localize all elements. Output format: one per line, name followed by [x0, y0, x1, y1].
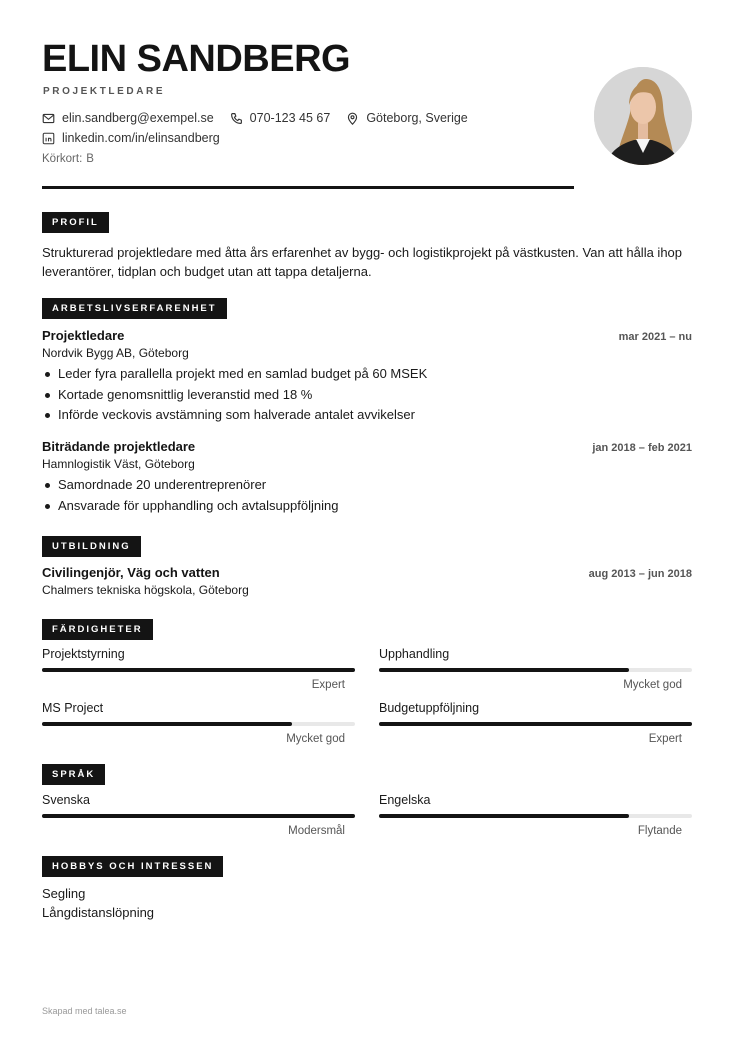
license-value: B	[86, 153, 94, 165]
contact-phone[interactable]	[230, 110, 331, 126]
skill-meter	[42, 647, 355, 692]
language-level-track	[379, 814, 692, 818]
location-text: Göteborg, Sverige	[366, 111, 468, 125]
mail-icon	[42, 112, 55, 125]
education-1-date: aug 2013 – jun 2018	[588, 568, 692, 580]
skill-level-track	[42, 668, 355, 672]
location-pin-icon	[346, 112, 359, 125]
skill-level-track	[379, 668, 692, 672]
section-skills-label: FÄRDIGHETER	[42, 619, 153, 640]
list-item: Leder fyra parallella projekt med en samlad budget på 60 MSEK	[42, 364, 427, 385]
skill-name: Upphandling	[379, 647, 450, 661]
experience-2-bullets	[42, 475, 338, 516]
contact-row	[42, 110, 484, 126]
contact-email[interactable]	[42, 110, 214, 126]
language-meter	[42, 793, 355, 838]
language-level-track	[42, 814, 355, 818]
skill-level-label: Expert	[648, 733, 682, 745]
list-item: Ansvarade för upphandling och avtalsuppföljning	[42, 496, 338, 517]
skill-level-track	[42, 722, 355, 726]
contact-row-secondary	[42, 130, 236, 146]
experience-2-org: Hamnlogistik Väst, Göteborg	[42, 457, 195, 471]
skill-level-label: Mycket god	[286, 733, 345, 745]
skill-meter	[379, 701, 692, 746]
experience-2-title: Biträdande projektledare	[42, 439, 196, 454]
profile-photo	[594, 67, 692, 165]
experience-1-date: mar 2021 – nu	[618, 331, 692, 343]
skill-name: MS Project	[42, 701, 104, 715]
language-name: Engelska	[379, 793, 431, 807]
list-item: Införde veckovis avstämning som halverade antalet avvikelser	[42, 405, 427, 426]
contact-linkedin[interactable]	[42, 130, 220, 146]
portrait-illustration	[594, 67, 692, 165]
section-profile-label: PROFIL	[42, 212, 109, 233]
language-level-label: Modersmål	[288, 825, 345, 837]
experience-1-title: Projektledare	[42, 328, 125, 343]
education-1-org: Chalmers tekniska högskola, Göteborg	[42, 583, 249, 597]
skill-level-fill	[42, 722, 292, 726]
phone-text: 070-123 45 67	[249, 111, 331, 125]
section-experience-label: ARBETSLIVSERFARENHET	[42, 298, 227, 319]
section-languages-label: SPRÅK	[42, 764, 105, 785]
language-level-label: Flytande	[637, 825, 682, 837]
skill-name: Projektstyrning	[42, 647, 125, 661]
header-divider	[42, 186, 574, 189]
footer-credit[interactable]: Skapad med talea.se	[42, 1006, 127, 1016]
linkedin-icon	[42, 132, 55, 145]
skill-level-fill	[379, 668, 629, 672]
experience-2-date: jan 2018 – feb 2021	[592, 442, 692, 454]
education-1-title: Civilingenjör, Väg och vatten	[42, 565, 220, 580]
license-label: Körkort:	[42, 153, 83, 165]
linkedin-text: linkedin.com/in/elinsandberg	[62, 131, 220, 145]
skill-level-label: Expert	[311, 679, 345, 691]
section-hobbies-label: HOBBYS OCH INTRESSEN	[42, 856, 223, 877]
email-text: elin.sandberg@exempel.se	[62, 111, 214, 125]
skill-level-label: Mycket god	[623, 679, 682, 691]
phone-icon	[230, 112, 243, 125]
section-education-label: UTBILDNING	[42, 536, 141, 557]
language-level-fill	[42, 814, 355, 818]
skill-level-track	[379, 722, 692, 726]
job-title: PROJEKTLEDARE	[43, 86, 166, 97]
skill-meter	[379, 647, 692, 692]
hobby-item: Långdistanslöpning	[42, 905, 155, 920]
language-level-fill	[379, 814, 629, 818]
person-name: ELIN SANDBERG	[42, 38, 351, 80]
skill-level-fill	[379, 722, 692, 726]
language-name: Svenska	[42, 793, 90, 807]
list-item: Samordnade 20 underentreprenörer	[42, 475, 338, 496]
skill-level-fill	[42, 668, 355, 672]
profile-summary: Strukturerad projektledare med åtta års erfarenhet av bygg- och logistikprojekt på västkusten. Van att hålla ihop leverantörer, tidplan och budget utan att tappa detaljerna.	[42, 245, 683, 279]
experience-1-bullets	[42, 364, 427, 426]
experience-1-org: Nordvik Bygg AB, Göteborg	[42, 346, 189, 360]
list-item: Kortade genomsnittlig leveranstid med 18 %	[42, 385, 427, 406]
language-meter	[379, 793, 692, 838]
contact-location	[346, 110, 467, 126]
skill-name: Budgetuppföljning	[379, 701, 480, 715]
drivers-license	[42, 152, 94, 166]
skill-meter	[42, 701, 355, 746]
hobby-item: Segling	[42, 886, 86, 901]
